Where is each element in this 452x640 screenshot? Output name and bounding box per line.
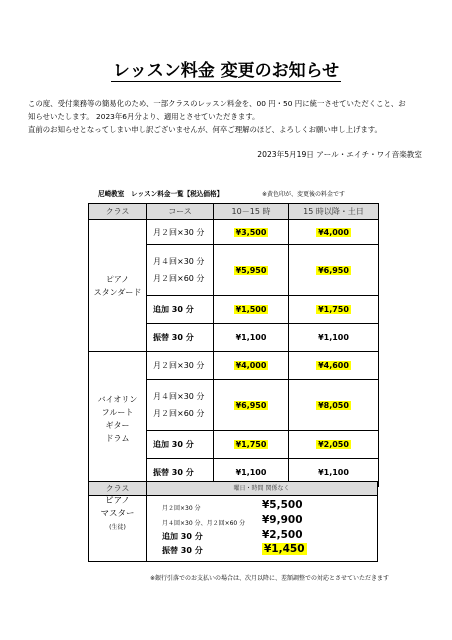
intro-line-3: 直前のお知らせとなってしまい申し訳ございませんが、何卒ご理解のほど、よろしくお願い申し上げます。 bbox=[28, 125, 382, 134]
course-cell bbox=[147, 245, 214, 296]
course-label: 月２回×60 分 bbox=[153, 409, 205, 418]
table-header-row bbox=[89, 204, 379, 220]
price-value: ¥2,050 bbox=[318, 440, 349, 449]
class-name-line: フルート bbox=[101, 408, 134, 417]
table-row bbox=[89, 220, 379, 245]
course-label: 振替 30 分 bbox=[153, 468, 194, 477]
course-cell bbox=[147, 324, 214, 352]
price-weekend bbox=[289, 324, 379, 352]
table-row bbox=[89, 352, 379, 380]
header-weekend: 15 時以降・土日 bbox=[289, 204, 379, 220]
header-weekday: 10－15 時 bbox=[214, 204, 289, 220]
master-price-1: ¥5,500 bbox=[262, 499, 303, 511]
class-cell bbox=[89, 352, 147, 487]
header-class: クラス bbox=[89, 204, 147, 220]
price-value: ¥1,100 bbox=[235, 468, 267, 477]
price-value: ¥8,050 bbox=[318, 400, 349, 410]
course-label: 月４回×30 分 bbox=[153, 257, 205, 266]
price-weekend bbox=[289, 245, 379, 296]
master-header-row bbox=[88, 481, 378, 496]
class-name-line: スタンダード bbox=[93, 287, 142, 297]
price-weekend bbox=[289, 380, 379, 431]
class-cell bbox=[89, 220, 147, 352]
course-cell bbox=[147, 431, 214, 459]
course-label: 追加 30 分 bbox=[153, 440, 194, 449]
price-weekday bbox=[214, 220, 289, 245]
header-course: コース bbox=[147, 204, 214, 220]
table-caption: 尼崎教室 レッスン料金一覧【税込価格】 bbox=[98, 190, 224, 198]
price-value: ¥1,750 bbox=[318, 305, 349, 314]
master-course-2: 月４回×30 分、月２回×60 分 bbox=[162, 520, 246, 527]
class-name-line: ピアノ bbox=[105, 274, 130, 284]
class-name-line: ドラム bbox=[105, 434, 130, 443]
master-header-class: クラス bbox=[89, 482, 147, 495]
price-value: ¥3,500 bbox=[235, 227, 267, 237]
master-price-3: ¥2,500 bbox=[262, 529, 303, 541]
course-label: 月２回×30 分 bbox=[153, 227, 205, 237]
price-value: ¥1,100 bbox=[318, 333, 349, 342]
price-value: ¥4,000 bbox=[318, 227, 349, 237]
price-value: ¥4,600 bbox=[318, 361, 349, 370]
course-label: 月４回×30 分 bbox=[153, 392, 205, 401]
price-weekday bbox=[214, 296, 289, 324]
course-cell bbox=[147, 352, 214, 380]
price-weekend bbox=[289, 220, 379, 245]
master-course-4: 振替 30 分 bbox=[162, 546, 203, 555]
master-class-line-3: (生徒) bbox=[109, 524, 126, 531]
price-value: ¥1,100 bbox=[235, 333, 267, 342]
price-value: ¥5,950 bbox=[235, 265, 267, 275]
master-price-2: ¥9,900 bbox=[262, 514, 303, 526]
price-value: ¥6,950 bbox=[318, 265, 349, 275]
master-class-line-1: ピアノ bbox=[105, 496, 130, 506]
price-value: ¥1,750 bbox=[235, 440, 267, 449]
table-note: ※黄色印が、変更後の料金です bbox=[262, 191, 346, 198]
price-weekday bbox=[214, 245, 289, 296]
price-weekday bbox=[214, 431, 289, 459]
price-weekday bbox=[214, 352, 289, 380]
master-course-3: 追加 30 分 bbox=[162, 532, 203, 541]
price-value: ¥4,000 bbox=[235, 361, 267, 370]
price-value: ¥6,950 bbox=[235, 400, 267, 410]
price-weekday bbox=[214, 324, 289, 352]
price-value: ¥1,500 bbox=[235, 305, 267, 314]
price-weekday bbox=[214, 380, 289, 431]
master-price-4 bbox=[262, 543, 307, 555]
master-price-4-highlight: ¥1,450 bbox=[264, 543, 305, 555]
price-weekend bbox=[289, 296, 379, 324]
course-cell bbox=[147, 296, 214, 324]
course-label: 振替 30 分 bbox=[153, 333, 194, 342]
class-name-line: ギター bbox=[105, 421, 130, 430]
course-label: 月２回×30 分 bbox=[153, 361, 205, 370]
course-cell bbox=[147, 220, 214, 245]
class-name-line: バイオリン bbox=[97, 395, 138, 404]
page-title: レッスン料金 変更のお知らせ bbox=[112, 61, 340, 81]
course-cell bbox=[147, 380, 214, 431]
intro-line-1: この度、受付業務等の簡易化のため、一部クラスのレッスン料金を、00 円・50 円に統一させていただくこと、お bbox=[28, 99, 406, 108]
price-weekend bbox=[289, 352, 379, 380]
price-weekend bbox=[289, 431, 379, 459]
price-table bbox=[88, 203, 379, 487]
footer-note: ※銀行引落でのお支払いの場合は、次月以降に、差額調整での対応とさせていただきます bbox=[150, 575, 390, 582]
master-course-1: 月２回×30 分 bbox=[162, 505, 201, 512]
price-value: ¥1,100 bbox=[318, 468, 349, 477]
date-sender: 2023年5月19日 アール・エイチ・ワイ音楽教室 bbox=[257, 150, 422, 159]
master-class-line-2: マスター bbox=[100, 509, 135, 519]
master-header-note: 曜日・時間 関係なく bbox=[233, 485, 290, 492]
intro-line-2: 知らせいたします。 2023年6月分より、適用とさせていただきます。 bbox=[28, 112, 260, 121]
course-label: 月２回×60 分 bbox=[153, 274, 205, 283]
course-label: 追加 30 分 bbox=[153, 305, 194, 314]
